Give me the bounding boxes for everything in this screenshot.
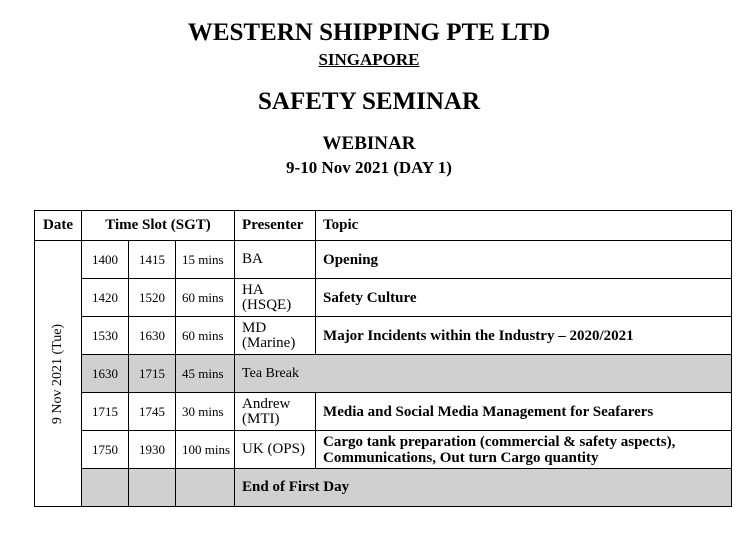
end-time: 1630	[129, 317, 176, 355]
company-location: SINGAPORE	[318, 50, 420, 69]
duration: 100 mins	[176, 431, 235, 469]
end-of-day-label: End of First Day	[235, 469, 732, 507]
start-time: 1630	[82, 355, 129, 393]
event-format: WEBINAR	[322, 133, 416, 154]
topic: Opening	[316, 241, 732, 279]
duration: 60 mins	[176, 317, 235, 355]
start-time: 1420	[82, 279, 129, 317]
topic: Major Incidents within the Industry – 2020/2021	[316, 317, 732, 355]
company-name: WESTERN SHIPPING PTE LTD	[187, 19, 551, 46]
table-row	[35, 241, 732, 279]
header-presenter: Presenter	[235, 211, 316, 241]
event-title: SAFETY SEMINAR	[257, 88, 481, 115]
presenter: HA (HSQE)	[235, 279, 316, 317]
topic: Cargo tank preparation (commercial & safety aspects), Communications, Out turn Cargo quantity	[316, 431, 732, 469]
table-row	[35, 431, 732, 469]
presenter: MD (Marine)	[235, 317, 316, 355]
topic: Safety Culture	[316, 279, 732, 317]
table-header-row	[35, 211, 732, 241]
topic: Media and Social Media Management for Seafarers	[316, 393, 732, 431]
start-time: 1400	[82, 241, 129, 279]
end-time: 1520	[129, 279, 176, 317]
end-time: 1930	[129, 431, 176, 469]
empty-cell	[129, 469, 176, 507]
table-row-end	[35, 469, 732, 507]
table-row-break	[35, 355, 732, 393]
header-time-slot: Time Slot (SGT)	[82, 211, 235, 241]
end-time: 1745	[129, 393, 176, 431]
start-time: 1715	[82, 393, 129, 431]
duration: 45 mins	[176, 355, 235, 393]
table-row	[35, 393, 732, 431]
end-time: 1715	[129, 355, 176, 393]
duration: 30 mins	[176, 393, 235, 431]
presenter: Andrew (MTI)	[235, 393, 316, 431]
schedule-table	[34, 210, 732, 507]
day-cell	[35, 241, 82, 507]
day-label: 9 Nov 2021 (Tue)	[50, 323, 65, 424]
event-dates: 9-10 Nov 2021 (DAY 1)	[286, 158, 452, 177]
start-time: 1750	[82, 431, 129, 469]
header-date: Date	[35, 211, 82, 241]
duration: 60 mins	[176, 279, 235, 317]
break-label: Tea Break	[235, 355, 732, 393]
presenter: BA	[235, 241, 316, 279]
presenter: UK (OPS)	[235, 431, 316, 469]
header-topic: Topic	[316, 211, 732, 241]
end-time: 1415	[129, 241, 176, 279]
table-row	[35, 317, 732, 355]
table-row	[35, 279, 732, 317]
empty-cell	[176, 469, 235, 507]
empty-cell	[82, 469, 129, 507]
duration: 15 mins	[176, 241, 235, 279]
start-time: 1530	[82, 317, 129, 355]
